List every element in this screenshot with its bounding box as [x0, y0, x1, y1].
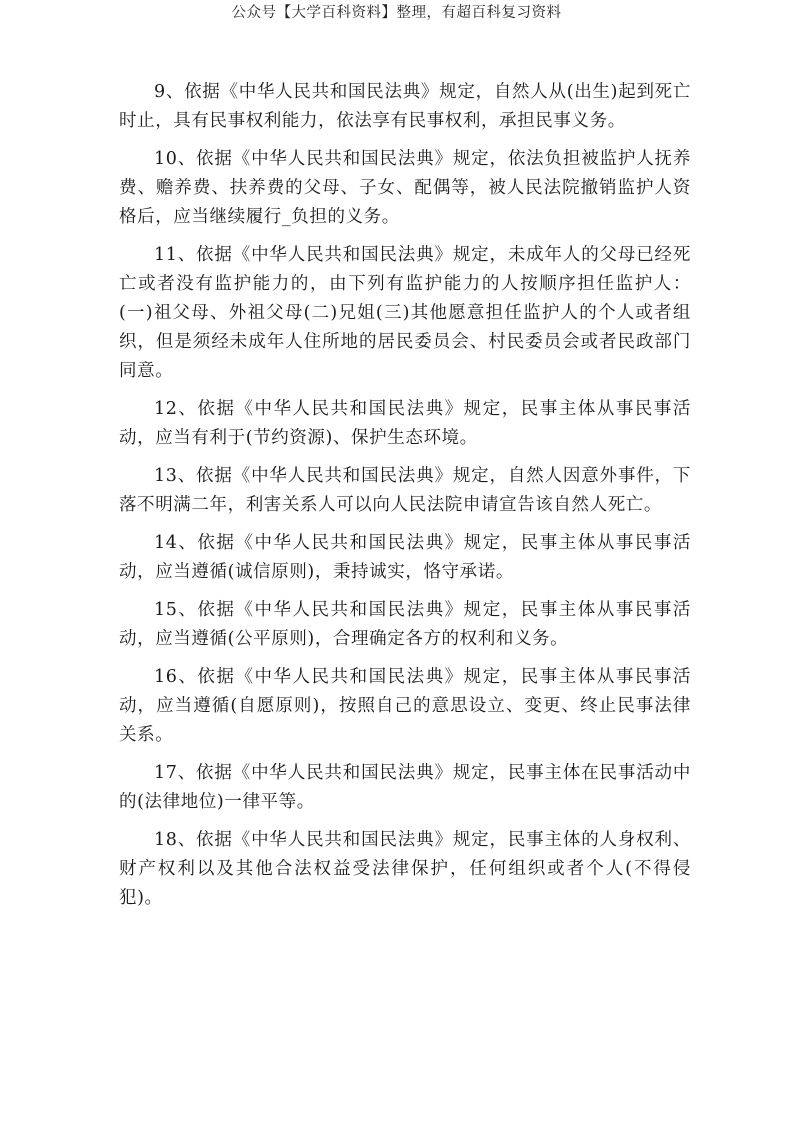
document-body: [119, 78, 691, 922]
paragraph-item-16: 16、依据《中华人民共和国民法典》规定，民事主体从事民事活动，应当遵循(自愿原则)，按照自己的意思设立、变更、终止民事法律关系。: [119, 667, 691, 745]
paragraph-item-10: 10、依据《中华人民共和国民法典》规定，依法负担被监护人抚养费、赡养费、扶养费的父母、子女、配偶等，被人民法院撤销监护人资格后，应当继续履行_负担的义务。: [119, 149, 691, 227]
page-header: 公众号【大学百科资料】整理，有超百科复习资料: [231, 5, 562, 21]
paragraph-item-17: 17、依据《中华人民共和国民法典》规定，民事主体在民事活动中的(法律地位)一律平等。: [119, 763, 691, 812]
paragraph-item-18: 18、依据《中华人民共和国民法典》规定，民事主体的人身权利、财产权利以及其他合法权益受法律保护，任何组织或者个人(不得侵犯)。: [119, 830, 691, 908]
paragraph-item-15: 15、依据《中华人民共和国民法典》规定，民事主体从事民事活动，应当遵循(公平原则)，合理确定各方的权利和义务。: [119, 600, 691, 649]
paragraph-item-11: 11、依据《中华人民共和国民法典》规定，未成年人的父母已经死亡或者没有监护能力的，由下列有监护能力的人按顺序担任监护人：(一)祖父母、外祖父母(二)兄姐(三)其他愿意担任监护人的个人或者组织，但是须经未成年人住所地的居民委员会、村民委员会或者民政部门同意。: [119, 245, 691, 381]
paragraph-item-13: 13、依据《中华人民共和国民法典》规定，自然人因意外事件，下落不明满二年，利害关系人可以向人民法院申请宣告该自然人死亡。: [119, 466, 691, 515]
paragraph-item-9: 9、依据《中华人民共和国民法典》规定，自然人从(出生)起到死亡时止，具有民事权利能力，依法享有民事权利，承担民事义务。: [119, 82, 691, 131]
paragraph-item-12: 12、依据《中华人民共和国民法典》规定，民事主体从事民事活动，应当有利于(节约资源)、保护生态环境。: [119, 399, 691, 448]
paragraph-item-14: 14、依据《中华人民共和国民法典》规定，民事主体从事民事活动，应当遵循(诚信原则)，秉持诚实，恪守承诺。: [119, 533, 691, 582]
